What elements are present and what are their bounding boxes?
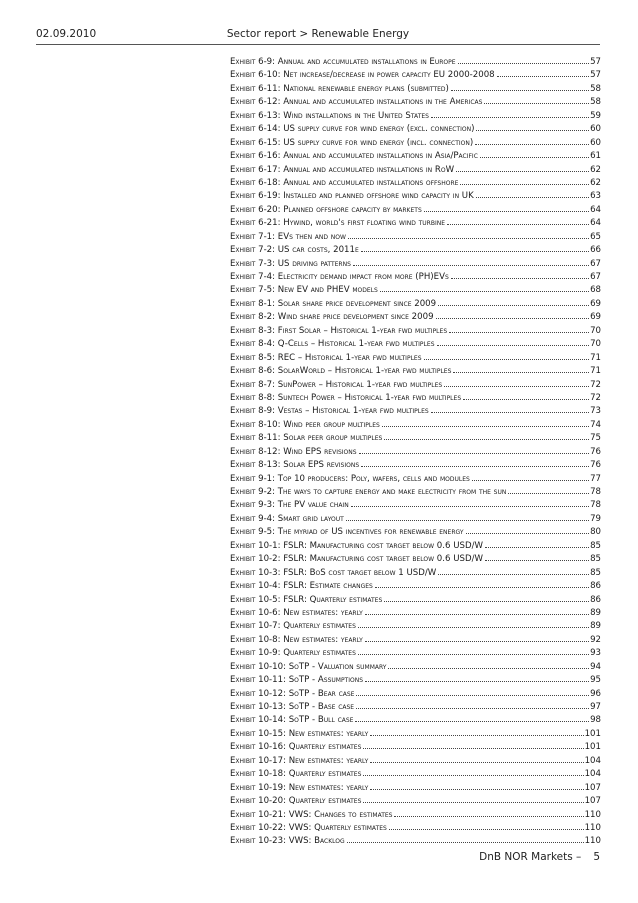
toc-dot-leader bbox=[444, 385, 589, 387]
toc-entry-label: Exhibit 6-10: Net increase/decrease in power capacity EU 2000-2008 bbox=[230, 70, 495, 81]
toc-entry-page: 70 bbox=[590, 325, 601, 336]
toc-entry-page: 104 bbox=[584, 755, 601, 766]
toc-dot-leader bbox=[370, 788, 583, 790]
toc-entry[interactable] bbox=[230, 311, 601, 324]
toc-entry[interactable] bbox=[230, 728, 601, 741]
toc-entry[interactable] bbox=[230, 688, 601, 701]
toc-entry-page: 64 bbox=[590, 218, 601, 229]
toc-entry[interactable] bbox=[230, 405, 601, 418]
toc-entry-label: Exhibit 10-2: FSLR: Manufacturing cost target below 0.6 USD/W bbox=[230, 554, 483, 565]
toc-entry-label: Exhibit 10-11: SoTP - Assumptions bbox=[230, 675, 364, 686]
toc-entry[interactable] bbox=[230, 231, 601, 244]
toc-entry-page: 59 bbox=[590, 110, 601, 121]
toc-entry-page: 72 bbox=[590, 379, 601, 390]
toc-dot-leader bbox=[497, 75, 589, 77]
toc-entry-label: Exhibit 6-9: Annual and accumulated installations in Europe bbox=[230, 57, 456, 67]
toc-entry-page: 72 bbox=[590, 392, 601, 403]
toc-entry-label: Exhibit 10-1: FSLR: Manufacturing cost target below 0.6 USD/W bbox=[230, 540, 483, 551]
toc-entry[interactable] bbox=[230, 701, 601, 714]
toc-dot-leader bbox=[363, 747, 583, 749]
toc-entry[interactable] bbox=[230, 217, 601, 230]
toc-entry-label: Exhibit 9-4: Smart grid layout bbox=[230, 513, 344, 524]
toc-entry-label: Exhibit 6-21: Hywind, world's first floating wind turbine bbox=[230, 218, 445, 229]
toc-dot-leader bbox=[424, 210, 589, 212]
toc-entry-label: Exhibit 10-8: New estimates: yearly bbox=[230, 634, 363, 645]
toc-dot-leader bbox=[436, 317, 590, 319]
toc-dot-leader bbox=[363, 801, 583, 803]
toc-entry[interactable] bbox=[230, 177, 601, 190]
toc-entry-label: Exhibit 10-4: FSLR: Estimate changes bbox=[230, 581, 373, 592]
toc-entry-label: Exhibit 8-6: SolarWorld – Historical 1-year fwd multiples bbox=[230, 366, 452, 377]
toc-entry-label: Exhibit 10-22: VWS: Quarterly estimates bbox=[230, 822, 387, 833]
toc-dot-leader bbox=[438, 304, 589, 306]
toc-dot-leader bbox=[438, 573, 589, 575]
toc-entry[interactable] bbox=[230, 822, 601, 835]
toc-dot-leader bbox=[431, 411, 589, 413]
toc-entry[interactable] bbox=[230, 620, 601, 633]
toc-entry-page: 98 bbox=[590, 715, 601, 726]
toc-entry[interactable] bbox=[230, 755, 601, 768]
toc-entry[interactable] bbox=[230, 647, 601, 660]
toc-dot-leader bbox=[365, 613, 589, 615]
toc-entry[interactable] bbox=[230, 352, 601, 365]
toc-entry-label: Exhibit 8-11: Solar peer group multiples bbox=[230, 433, 383, 444]
toc-entry[interactable] bbox=[230, 190, 601, 203]
toc-entry-page: 89 bbox=[590, 607, 601, 618]
toc-dot-leader bbox=[382, 425, 589, 427]
toc-entry[interactable] bbox=[230, 607, 601, 620]
toc-entry-label: Exhibit 10-12: SoTP - Bear case bbox=[230, 688, 355, 699]
toc-entry-label: Exhibit 10-13: SoTP - Base case bbox=[230, 702, 355, 712]
toc-dot-leader bbox=[363, 774, 583, 776]
toc-entry[interactable] bbox=[230, 392, 601, 405]
toc-dot-leader bbox=[388, 667, 589, 669]
toc-dot-leader bbox=[356, 694, 589, 696]
toc-entry-page: 62 bbox=[590, 164, 601, 175]
toc-dot-leader bbox=[358, 653, 589, 655]
toc-entry-label: Exhibit 10-23: VWS: Backlog bbox=[230, 836, 345, 847]
toc-dot-leader bbox=[475, 143, 589, 145]
toc-entry-label: Exhibit 6-19: Installed and planned offshore wind capacity in UK bbox=[230, 191, 474, 202]
toc-entry[interactable] bbox=[230, 204, 601, 217]
toc-dot-leader bbox=[394, 815, 583, 817]
toc-entry-page: 69 bbox=[590, 312, 601, 323]
toc-entry[interactable] bbox=[230, 567, 601, 580]
toc-entry[interactable] bbox=[230, 244, 601, 257]
footer-page-number: 5 bbox=[593, 851, 600, 863]
page-footer bbox=[479, 851, 600, 863]
toc-entry[interactable] bbox=[230, 741, 601, 754]
toc-dot-leader bbox=[351, 505, 589, 507]
toc-entry[interactable] bbox=[230, 835, 601, 848]
toc-entry-page: 57 bbox=[590, 57, 601, 67]
toc-entry-label: Exhibit 7-2: US car costs, 2011e bbox=[230, 245, 359, 256]
toc-entry[interactable] bbox=[230, 284, 601, 297]
toc-dot-leader bbox=[458, 62, 590, 64]
toc-entry-label: Exhibit 10-5: FSLR: Quarterly estimates bbox=[230, 594, 383, 605]
toc-entry-page: 58 bbox=[590, 97, 601, 108]
toc-entry[interactable] bbox=[230, 298, 601, 311]
toc-dot-leader bbox=[424, 358, 590, 360]
toc-entry-page: 76 bbox=[590, 446, 601, 457]
footer-source: DnB NOR Markets – bbox=[479, 851, 582, 863]
toc-entry-label: Exhibit 8-10: Wind peer group multiples bbox=[230, 419, 380, 430]
toc-entry-label: Exhibit 10-21: VWS: Changes to estimates bbox=[230, 809, 393, 820]
toc-entry-label: Exhibit 7-1: EVs then and now bbox=[230, 231, 346, 242]
toc-entry-label: Exhibit 10-9: Quarterly estimates bbox=[230, 648, 356, 659]
toc-entry-page: 110 bbox=[584, 836, 601, 847]
toc-dot-leader bbox=[389, 828, 584, 830]
toc-dot-leader bbox=[431, 116, 589, 118]
toc-entry-page: 110 bbox=[584, 809, 601, 820]
toc-dot-leader bbox=[447, 223, 589, 225]
toc-dot-leader bbox=[365, 680, 589, 682]
page-header bbox=[36, 28, 600, 44]
toc-entry-label: Exhibit 8-8: Suntech Power – Historical 1-year fwd multiples bbox=[230, 392, 462, 403]
toc-dot-leader bbox=[384, 600, 589, 602]
toc-entry-label: Exhibit 10-20: Quarterly estimates bbox=[230, 796, 362, 807]
toc-entry-page: 67 bbox=[590, 258, 601, 269]
toc-entry-page: 80 bbox=[590, 527, 601, 538]
toc-entry-label: Exhibit 10-14: SoTP - Bull case bbox=[230, 715, 354, 726]
toc-entry[interactable] bbox=[230, 69, 601, 82]
toc-entry-page: 79 bbox=[590, 513, 601, 524]
toc-entry-page: 71 bbox=[590, 352, 601, 363]
toc-dot-leader bbox=[346, 519, 589, 521]
toc-entry[interactable] bbox=[230, 164, 601, 177]
toc-entry[interactable] bbox=[230, 674, 601, 687]
toc-entry-page: 61 bbox=[590, 151, 601, 162]
toc-dot-leader bbox=[480, 156, 589, 158]
toc-entry-page: 69 bbox=[590, 298, 601, 309]
toc-entry[interactable] bbox=[230, 446, 601, 459]
toc-dot-leader bbox=[485, 546, 589, 548]
toc-entry-label: Exhibit 8-12: Wind EPS revisions bbox=[230, 446, 357, 457]
toc-dot-leader bbox=[484, 102, 589, 104]
toc-dot-leader bbox=[485, 559, 589, 561]
toc-entry-page: 74 bbox=[590, 419, 601, 430]
toc-entry-label: Exhibit 7-5: New EV and PHEV models bbox=[230, 285, 378, 296]
toc-dot-leader bbox=[476, 129, 589, 131]
toc-entry[interactable] bbox=[230, 661, 601, 674]
toc-entry-page: 64 bbox=[590, 204, 601, 215]
toc-entry-page: 76 bbox=[590, 460, 601, 471]
toc-entry[interactable] bbox=[230, 540, 601, 553]
toc-dot-leader bbox=[348, 237, 589, 239]
toc-entry-page: 101 bbox=[584, 742, 601, 753]
toc-entry-page: 104 bbox=[584, 769, 601, 780]
toc-dot-leader bbox=[508, 492, 589, 494]
toc-entry-page: 63 bbox=[590, 191, 601, 202]
toc-entry[interactable] bbox=[230, 795, 601, 808]
toc-entry-page: 60 bbox=[590, 124, 601, 135]
toc-entry-label: Exhibit 9-1: Top 10 producers: Poly, wafers, cells and modules bbox=[230, 473, 470, 484]
toc-entry-page: 86 bbox=[590, 594, 601, 605]
toc-entry-page: 93 bbox=[590, 648, 601, 659]
toc-dot-leader bbox=[384, 438, 589, 440]
toc-entry[interactable] bbox=[230, 137, 601, 150]
toc-entry-label: Exhibit 10-16: Quarterly estimates bbox=[230, 742, 362, 753]
toc-entry-page: 94 bbox=[590, 661, 601, 672]
toc-entry-label: Exhibit 8-5: REC – Historical 1-year fwd multiples bbox=[230, 352, 422, 363]
toc-entry-page: 78 bbox=[590, 500, 601, 511]
toc-entry[interactable] bbox=[230, 580, 601, 593]
header-date: 02.09.2010 bbox=[36, 28, 97, 40]
toc-entry[interactable] bbox=[230, 499, 601, 512]
toc-entry[interactable] bbox=[230, 123, 601, 136]
toc-dot-leader bbox=[359, 452, 589, 454]
toc-entry[interactable] bbox=[230, 473, 601, 486]
toc-entry-label: Exhibit 8-4: Q-Cells – Historical 1-year fwd multiples bbox=[230, 339, 435, 350]
toc-entry-label: Exhibit 10-7: Quarterly estimates bbox=[230, 621, 356, 632]
toc-entry[interactable] bbox=[230, 782, 601, 795]
toc-dot-leader bbox=[449, 331, 589, 333]
toc-entry-label: Exhibit 8-7: SunPower – Historical 1-year fwd multiples bbox=[230, 379, 443, 390]
toc-entry-label: Exhibit 10-19: New estimates: yearly bbox=[230, 782, 369, 793]
toc-dot-leader bbox=[437, 344, 590, 346]
toc-entry-page: 70 bbox=[590, 339, 601, 350]
toc-dot-leader bbox=[370, 761, 583, 763]
toc-entry-page: 107 bbox=[584, 796, 601, 807]
toc-entry-page: 85 bbox=[590, 554, 601, 565]
toc-entry[interactable] bbox=[230, 379, 601, 392]
toc-entry-label: Exhibit 6-16: Annual and accumulated installations in Asia/Pacific bbox=[230, 151, 478, 162]
toc-entry[interactable] bbox=[230, 258, 601, 271]
toc-entry-page: 73 bbox=[590, 406, 601, 417]
toc-entry[interactable] bbox=[230, 325, 601, 338]
toc-entry[interactable] bbox=[230, 150, 601, 163]
toc-dot-leader bbox=[353, 264, 589, 266]
toc-entry[interactable] bbox=[230, 768, 601, 781]
toc-entry-page: 71 bbox=[590, 366, 601, 377]
toc-entry-page: 95 bbox=[590, 675, 601, 686]
toc-dot-leader bbox=[375, 586, 589, 588]
toc-entry-page: 110 bbox=[584, 822, 601, 833]
toc-entry-page: 92 bbox=[590, 634, 601, 645]
toc-entry-label: Exhibit 6-20: Planned offshore capacity by markets bbox=[230, 204, 422, 215]
toc-entry[interactable] bbox=[230, 338, 601, 351]
toc-entry-label: Exhibit 6-11: National renewable energy plans (submitted) bbox=[230, 83, 449, 94]
toc-entry[interactable] bbox=[230, 714, 601, 727]
toc-dot-leader bbox=[460, 183, 589, 185]
toc-entry[interactable] bbox=[230, 526, 601, 539]
toc-entry-label: Exhibit 10-18: Quarterly estimates bbox=[230, 769, 362, 780]
toc-entry-page: 85 bbox=[590, 567, 601, 578]
toc-entry-page: 62 bbox=[590, 177, 601, 188]
toc-entry-page: 89 bbox=[590, 621, 601, 632]
toc-entry-label: Exhibit 8-2: Wind share price development since 2009 bbox=[230, 312, 434, 323]
toc-entry-page: 66 bbox=[590, 245, 601, 256]
toc-dot-leader bbox=[456, 170, 589, 172]
toc-dot-leader bbox=[453, 371, 589, 373]
toc-entry-page: 96 bbox=[590, 688, 601, 699]
toc-entry-label: Exhibit 10-6: New estimates: yearly bbox=[230, 607, 363, 618]
header-divider bbox=[36, 44, 600, 45]
toc-entry-label: Exhibit 8-13: Solar EPS revisions bbox=[230, 460, 360, 471]
toc-entry[interactable] bbox=[230, 486, 601, 499]
toc-entry-label: Exhibit 6-18: Annual and accumulated installations offshore bbox=[230, 177, 459, 188]
toc-entry-label: Exhibit 7-4: Electricity demand impact from more (PH)EVs bbox=[230, 272, 449, 282]
toc-entry[interactable] bbox=[230, 271, 601, 284]
toc-entry-page: 65 bbox=[590, 231, 601, 242]
toc-entry[interactable] bbox=[230, 365, 601, 378]
toc-entry-page: 97 bbox=[590, 702, 601, 712]
toc-entry[interactable] bbox=[230, 594, 601, 607]
toc-entry-label: Exhibit 9-5: The myriad of US incentives for renewable energy bbox=[230, 527, 464, 538]
toc-dot-leader bbox=[451, 89, 589, 91]
toc-dot-leader bbox=[356, 707, 589, 709]
toc-dot-leader bbox=[451, 277, 589, 279]
toc-dot-leader bbox=[466, 532, 590, 534]
table-of-exhibits bbox=[230, 56, 601, 849]
toc-entry-label: Exhibit 9-3: The PV value chain bbox=[230, 500, 349, 511]
toc-entry-page: 67 bbox=[590, 272, 601, 282]
toc-dot-leader bbox=[361, 250, 589, 252]
toc-entry-page: 78 bbox=[590, 487, 601, 497]
toc-entry[interactable] bbox=[230, 56, 601, 69]
toc-dot-leader bbox=[355, 720, 589, 722]
toc-entry-label: Exhibit 10-15: New estimates: yearly bbox=[230, 728, 369, 739]
toc-dot-leader bbox=[365, 640, 589, 642]
toc-entry[interactable] bbox=[230, 459, 601, 472]
toc-entry-label: Exhibit 9-2: The ways to capture energy and make electricity from the sun bbox=[230, 487, 507, 497]
toc-dot-leader bbox=[463, 398, 589, 400]
toc-dot-leader bbox=[472, 479, 589, 481]
toc-dot-leader bbox=[358, 626, 589, 628]
toc-dot-leader bbox=[370, 734, 583, 736]
toc-entry[interactable] bbox=[230, 419, 601, 432]
toc-entry-label: Exhibit 10-10: SoTP - Valuation summary bbox=[230, 661, 387, 672]
toc-entry-page: 57 bbox=[590, 70, 601, 81]
toc-entry-page: 107 bbox=[584, 782, 601, 793]
toc-dot-leader bbox=[380, 290, 589, 292]
toc-entry-label: Exhibit 6-12: Annual and accumulated installations in the Americas bbox=[230, 97, 483, 108]
toc-entry[interactable] bbox=[230, 634, 601, 647]
toc-entry[interactable] bbox=[230, 83, 601, 96]
toc-entry-label: Exhibit 10-3: FSLR: BoS cost target below 1 USD/W bbox=[230, 567, 437, 578]
toc-entry[interactable] bbox=[230, 96, 601, 109]
toc-entry-page: 101 bbox=[584, 728, 601, 739]
toc-dot-leader bbox=[361, 465, 589, 467]
toc-entry-label: Exhibit 10-17: New estimates: yearly bbox=[230, 755, 369, 766]
header-title: Sector report > Renewable Energy bbox=[226, 28, 410, 40]
toc-entry[interactable] bbox=[230, 432, 601, 445]
toc-entry-label: Exhibit 8-9: Vestas – Historical 1-year fwd multiples bbox=[230, 406, 429, 417]
toc-entry-page: 85 bbox=[590, 540, 601, 551]
toc-dot-leader bbox=[347, 841, 584, 843]
toc-entry-label: Exhibit 8-1: Solar share price development since 2009 bbox=[230, 298, 437, 309]
toc-entry-label: Exhibit 8-3: First Solar – Historical 1-year fwd multiples bbox=[230, 325, 448, 336]
toc-entry-page: 60 bbox=[590, 137, 601, 148]
toc-entry-label: Exhibit 6-13: Wind installations in the United States bbox=[230, 110, 429, 121]
toc-entry[interactable] bbox=[230, 513, 601, 526]
toc-entry[interactable] bbox=[230, 110, 601, 123]
toc-entry-label: Exhibit 7-3: US driving patterns bbox=[230, 258, 351, 269]
toc-entry-label: Exhibit 6-14: US supply curve for wind energy (excl. connection) bbox=[230, 124, 475, 135]
toc-entry[interactable] bbox=[230, 553, 601, 566]
toc-entry-label: Exhibit 6-15: US supply curve for wind energy (incl. connection) bbox=[230, 137, 474, 148]
toc-entry-page: 58 bbox=[590, 83, 601, 94]
toc-entry-page: 86 bbox=[590, 581, 601, 592]
toc-entry-page: 77 bbox=[590, 473, 601, 484]
toc-entry-page: 68 bbox=[590, 285, 601, 296]
toc-entry-page: 75 bbox=[590, 433, 601, 444]
toc-entry-label: Exhibit 6-17: Annual and accumulated installations in RoW bbox=[230, 164, 455, 175]
toc-dot-leader bbox=[476, 196, 589, 198]
toc-entry[interactable] bbox=[230, 809, 601, 822]
